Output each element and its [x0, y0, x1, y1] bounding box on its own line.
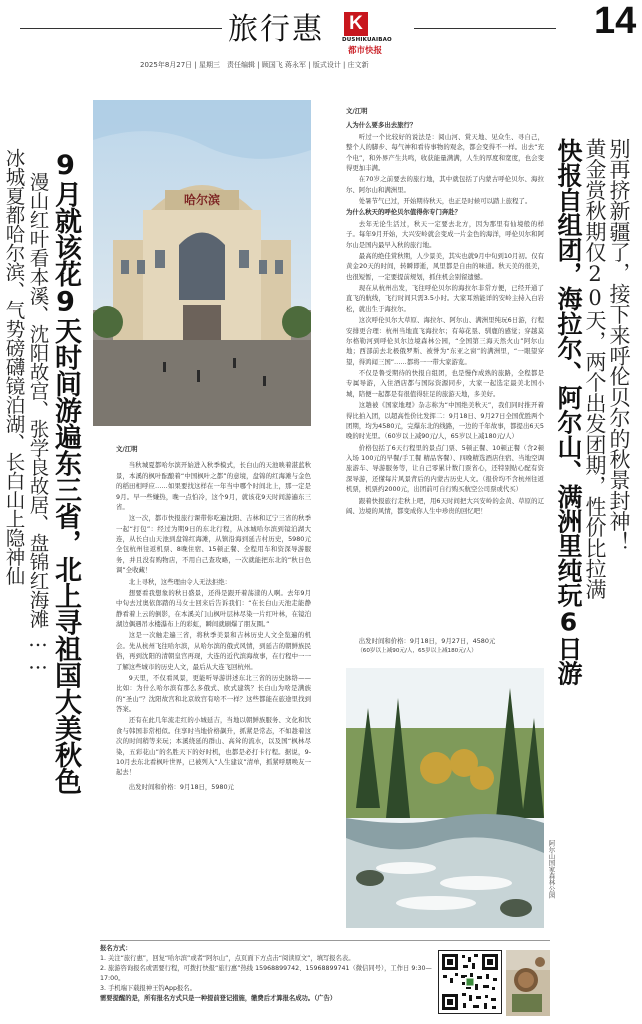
right-paragraph: 这次呼伦贝尔大草原、海拉尔、阿尔山、满洲里纯玩6日游，行程安排更合理：杭州当地直飞海拉尔；有莓花垦、驯鹿的感觉；穿越莫尔格勒河到呼伦贝尔边境森林公园，“全国第三海天然火山”阿尔山地；西部前去北极俄罗斯、被誉为“东亚之窗”的满洲里，“一眼望穿望，得鸿闻三国”……都将一一带大家游览。	[346, 316, 544, 366]
right-body	[346, 106, 544, 628]
footer-item: 3. 手机端下载报神王钓App报名。	[100, 985, 196, 993]
left-paragraph: 北上寻秋，这些理由令人无法拒绝：	[128, 577, 232, 586]
right-paragraph: 在70岁之前要去的旅行地，其中就包括了内蒙古呼伦贝尔、海拉尔、阿尔山和满洲里。	[346, 175, 544, 194]
footer-photo	[506, 950, 550, 1016]
right-paragraph: 去年无论生活过，秋天一定要去北方，因为那里有仙境般的样子。每年9月开始，大兴安岭就会变成一片金色的海洋，呼伦贝尔和阿尔山是国内最早入秋的旅行地。	[346, 219, 544, 249]
left-paragraph: 当秋城夏都哈尔滨开始进入秋季模式，长白山的天池映着湛蓝秋景，本溪的枫叶酝酿着“中国枫叶之都”的意境，盘锦的红海滩与金色的稻田相呼应……如果要找这样在一年当中哪个时间北上，那一定是9月。早一些嫌热，晚一点怕冷，这个9月，就该花9天时间游遍东三省。	[116, 461, 311, 511]
footer-note: 需要提醒的是，所有报名方式只是一种提前登记措施，缴费后才算报名成功。（广告）	[100, 995, 337, 1003]
right-paragraph: 最高的绝佳赏秋期，人少景美，其实也就9月中旬到10月初。仅有黄金20天的时间，转瞬即逝，风里都是自由的味道。秋天美的很美，也很短暂，一定要提前规划，抓住机会别留遗憾。	[346, 251, 544, 281]
left-paragraph: 还有在此几年流走红的小城延吉，当地以朝鲜族服务、文化和饮食与韩国非常相似。住享时当地价格飙升，抓紧是常态，不如趁着这次的时间稍等来玩；本溪绕延的群山、高耸的流水，以及国“枫林尽染，五彩花山”的名胜天下的好时机，也都是必打卡行程。据说，9-10月去东北看枫叶世界，已被列入“人生建议”清单，抓紧呼朋唤友一起去！	[116, 716, 311, 777]
right-headline-3: 快报自组团，海拉尔、阿尔山、满洲里纯玩6日游	[554, 138, 583, 686]
right-headline-1: 别再挤新疆了，接下来呼伦贝尔的秋景封神！	[607, 138, 631, 553]
masthead-rule-right	[414, 28, 556, 29]
qr-code[interactable]	[438, 950, 502, 1014]
right-byline: 文/江明	[346, 107, 368, 115]
right-paragraph: 这趟被《国家地理》杂志称为“中国绝美秋天”，我们同时推开着得比拍入团，以超高性价比发挥二：9月18日、9月27日全国优胜两个团期，均为4580元，完爆东北的线路，一边的千年故事，都提出6天5晚的时光里。（60岁以上减90元/人，65岁以上减180元/人）	[346, 401, 544, 441]
left-headline: 9月就该花9天时间游遍东三省，北上寻祖国大美秋色	[50, 150, 81, 794]
page-number: 14	[594, 0, 637, 42]
right-departure-discount: （60岁以上减90元/人，65岁以上减180元/人）	[357, 648, 477, 655]
footer	[100, 944, 434, 1020]
left-departure: 出发时间和价格：9月18日，5980元	[128, 782, 234, 791]
masthead	[0, 0, 642, 96]
logo-k-icon: K	[344, 12, 368, 36]
right-question-1: 人为什么要多出去旅行？	[346, 121, 417, 130]
right-departure	[346, 636, 556, 662]
photo-caption: 阿尔山国家森林公园	[547, 840, 556, 899]
right-paragraph: 跟着快报旅行走秋上吧，用6天时间把大兴安岭的金黄、草原的辽阔、边境的风情，都变成你人生中珍贵的回忆吧！	[346, 496, 544, 515]
left-paragraph: 想要看我想象的秋日盛景，还得是跟开着荡漾的人啊。去年9月中旬去过奥依郎踏的马女士回来后告诉我们：“在长白山天池走能静静看着上云的倒影，在本溪关门山枫叶层林尽染一片红叶林，在镜泊湖边偶遇吊水楼瀑布上的彩虹，瞬间就刷爆了朋友圈。”	[116, 588, 311, 628]
right-paragraph: 现在从杭州出发，飞往呼伦贝尔的海拉尔非常方便，已经开通了直飞的航线，飞行时间只需3.5小时。大家耳熟能详的安岭主持入白岩松，就出生于海拉尔。	[346, 284, 544, 313]
left-subhead-1: 漫山红叶看本溪、沈阳故宫、张学良故居、盘锦红海滩……	[26, 172, 50, 673]
right-departure-line: 出发时间和价格：9月18日，9月27日，4580元	[358, 637, 496, 645]
section-title: 旅行惠	[228, 12, 324, 47]
left-paragraph: 9天里，不仅看风景，更能听导游讲述东北三省的历史脉络——比如：为什么哈尔滨有那么多俄式、欧式建筑？长白山为啥是满族的“圣山”？沈阳故宫和北京故宫有啥不一样？这些都能在旅途里找到答案。	[116, 673, 311, 713]
footer-rule	[100, 940, 550, 941]
right-paragraph: 处暑节气已过，开始期待秋天，也正是时候可以踏上旅程了。	[358, 197, 532, 205]
footer-item: 1. 关注“旅行惠”，回复“哈尔滨”或者“阿尔山”，点页面下方点击“阅读原文”，填写报名表。	[100, 955, 355, 963]
arxan-forest-photo	[346, 668, 544, 928]
right-paragraph: 不仅是鲁受期待的快报自组团，也是慢作成熟的旅路，全程都是专属导游，入住酒店都与国际资源同步，大家一起选定最美北国小城，陪便一起都是有很值得驻足的旅游天地，多美好。	[346, 369, 544, 398]
logo-cn: 都市快报	[348, 46, 383, 56]
left-byline: 文/江明	[116, 445, 138, 453]
footer-item: 2. 旅游咨询报名或需要行程，可拨打快报“旅行惠”热线 15968899742、15968899741（微信同号），工作日 9:30—17:00。	[100, 965, 432, 983]
svg-text:哈尔滨: 哈尔滨	[183, 193, 221, 207]
footer-title: 报名方式：	[100, 945, 132, 952]
masthead-rule-left	[20, 28, 222, 29]
left-body	[116, 444, 311, 914]
left-subhead-2: 冰城夏都哈尔滨、气势磅礴镜泊湖、长白山上隐神仙	[2, 148, 26, 585]
harbin-station-photo	[93, 100, 311, 426]
logo	[342, 12, 414, 56]
right-paragraph: 听过一个比较好的说法是：阅山河、赏天地、见众生、寻自己，整个人的脚步、每气神和看待事物的观念，都会变得不一样。出去“充个电”，和外界产生共鸣，收获能量满满，人生的厚度和宽度，也会变得更加丰满。	[346, 132, 544, 172]
left-paragraph: 这一次，都市快报旅行课带你吃遍沈阳、吉林和辽宁三省的秋季一起“打包”：经过为期9日的东北行程，从冰城哈尔滨到镜泊湖大连，从长白山天池到盘锦红海滩，从镇沿海到延吉村历史，5980元全包杭州往返机票、8晚住宿、15顿正餐、全程用车和资深导游服务，并且没有购物店，不用自己查攻略，一次就能把东北的“秋日色调”全收藏！	[116, 514, 311, 575]
right-headline-2: 黄金赏秋期仅20天，两个出发团期，性价比拉满	[583, 138, 607, 600]
right-question-2: 为什么秋天的呼伦贝尔值得你专门奔赴？	[346, 208, 462, 217]
right-paragraph: 价格包括了6天行程里的景点门票、5顿正餐、10顿正餐（含2顿入场 100元的早餐/手工餐 精品客餐）、四晚精选酒店住宿、当地空调旅游车、导游服务等，让自己零累计数门票省心，还特别贴心配有资深导游，还懂每片风景背后的内蒙古历史人文。（报价均不含杭州往返机票，机票约2000元，出团前可自行购买航空公司票或代买）	[346, 443, 544, 494]
left-paragraph: 这是一次触走遍三省，将秋季美景和吉林历史人文全览遍的机会。先从杭州飞往哈尔滨，从哈尔滨的俄式风情，到延吉的朝鲜族民俗，再到沈阳的清朝皇宫再现，大连的近代滨海故事，在行程中一一了解这些城市的历史人文，最后从大连飞回杭州。	[116, 631, 311, 671]
dateline: 2025年8月27日 | 星期三 责任编辑 | 顾国飞 蒋永军 | 版式设计 | 庄文新	[140, 61, 369, 69]
logo-en: DUSHIKUAIBAO	[342, 37, 392, 43]
